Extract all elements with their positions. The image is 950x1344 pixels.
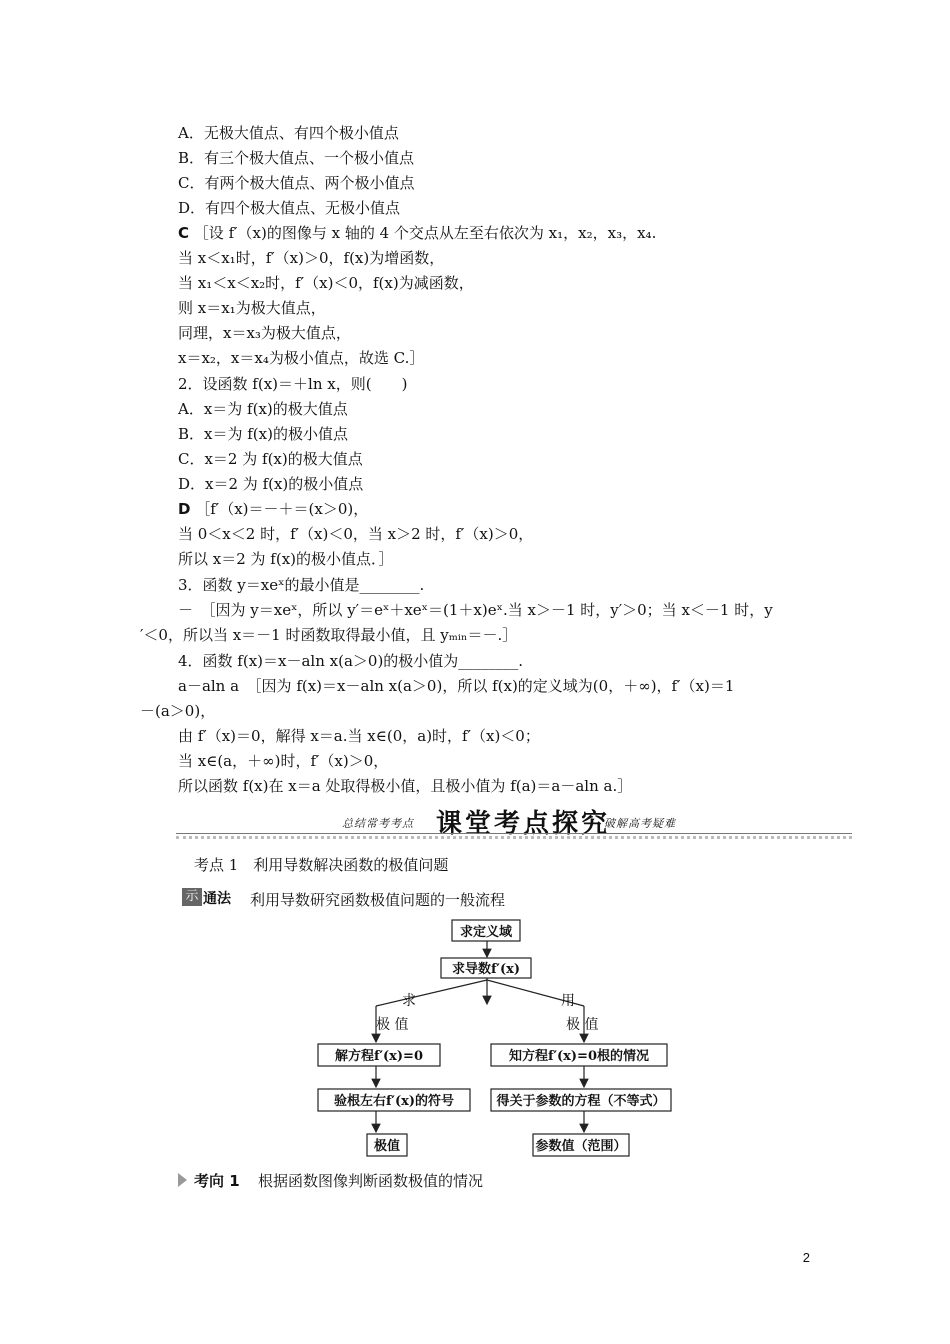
answer-line: x＝x₂，x＝x₄为极小值点，故选 C.］ xyxy=(178,349,425,367)
option-a: A．无极大值点、有四个极小值点 xyxy=(178,124,399,142)
answer-line: 由 f′（x)＝0，解得 x＝a.当 x∈(0，a)时，f′（x)＜0； xyxy=(178,727,540,745)
flow-label: 极值 xyxy=(373,1139,401,1154)
option-b: B．x＝为 f(x)的极小值点 xyxy=(178,425,348,443)
option-b: B．有三个极大值点、一个极小值点 xyxy=(178,149,415,167)
option-d: D．有四个极大值点、无极小值点 xyxy=(178,199,401,217)
answer-line: － ［因为 y＝xeˣ，所以 y′＝eˣ＋xeˣ＝(1＋x)eˣ.当 x＞－1 时，y′＞0；当 x＜－1 时，y xyxy=(178,601,773,619)
answer-line: 当 x＜x₁时，f′（x)＞0，f(x)为增函数， xyxy=(178,249,445,267)
branch-label: 极 值 xyxy=(566,1017,599,1033)
flow-label: 参数值（范围） xyxy=(535,1139,627,1154)
banner-left-text: 总结常考考点 xyxy=(342,817,414,830)
answer-line: 当 0＜x＜2 时，f′（x)＜0，当 x＞2 时，f′（x)＞0， xyxy=(178,525,534,543)
option-c: C．x＝2 为 f(x)的极大值点 xyxy=(178,450,363,468)
answer-line: ′＜0，所以当 x＝－1 时函数取得最小值，且 yₘᵢₙ＝－.］ xyxy=(140,626,518,644)
answer-text: ［f′（x)＝－＋＝(x＞0)， xyxy=(195,500,369,518)
flow-label: 解方程f′(x)=0 xyxy=(334,1049,424,1064)
answer-letter: D xyxy=(178,500,191,518)
connector xyxy=(376,980,487,1006)
question-3-stem: 3．函数 y＝xeˣ的最小值是________. xyxy=(178,576,425,594)
option-d: D．x＝2 为 f(x)的极小值点 xyxy=(178,475,364,493)
answer-line: a－aln a ［因为 f(x)＝x－aln x(a＞0)，所以 f(x)的定义域为(0，＋∞)，f′（x)＝1 xyxy=(178,677,735,695)
question-2-stem: 2．设函数 f(x)＝＋ln x，则( ) xyxy=(178,375,408,393)
flow-label: 求导数f′(x) xyxy=(451,962,521,977)
banner-title: 课堂考点探究 xyxy=(436,809,611,839)
option-a: A．x＝为 f(x)的极大值点 xyxy=(178,400,348,418)
answer-line: 当 x∈(a，＋∞)时，f′（x)＞0， xyxy=(178,752,389,770)
flow-label: 求定义域 xyxy=(459,925,513,940)
flow-label: 知方程f′(x)=0根的情况 xyxy=(508,1049,650,1064)
branch-label: 求 xyxy=(402,993,416,1009)
flow-label: 得关于参数的方程（不等式） xyxy=(496,1094,666,1109)
banner-right-text: 破解高考疑难 xyxy=(604,817,676,830)
answer-line: －(a＞0)， xyxy=(140,702,216,720)
answer-line: 同理，x＝x₃为极大值点， xyxy=(178,324,351,342)
page-number: 2 xyxy=(802,1250,810,1265)
question-4-stem: 4．函数 f(x)＝x－aln x(a＞0)的极小值为________. xyxy=(178,652,524,670)
branch-label: 用 xyxy=(561,993,575,1009)
answer-line: 当 x₁＜x＜x₂时，f′（x)＜0，f(x)为减函数， xyxy=(178,274,474,292)
answer-text: ［设 f′（x)的图像与 x 轴的 4 个交点从左至右依次为 x₁，x₂，x₃，x₄. xyxy=(193,224,657,242)
triangle-right-icon xyxy=(178,1173,187,1187)
tag-icon: 示 xyxy=(182,888,202,906)
answer-line: 所以 x＝2 为 f(x)的极小值点．］ xyxy=(178,550,394,568)
answer-letter: C xyxy=(178,224,190,242)
kaoxiang-label: 考向 1 xyxy=(194,1172,240,1190)
kaoxiang-text: 根据函数图像判断函数极值的情况 xyxy=(258,1172,484,1190)
answer-line: 则 x＝x₁为极大值点， xyxy=(178,299,326,317)
tag-label: 通法 xyxy=(203,891,231,907)
section-heading: 考点 1 利用导数解决函数的极值问题 xyxy=(194,856,449,874)
branch-label: 极 值 xyxy=(376,1017,409,1033)
answer-line: 所以函数 f(x)在 x＝a 处取得极小值，且极小值为 f(a)＝a－aln a.］ xyxy=(178,777,633,795)
tongfa-title: 利用导数研究函数极值问题的一般流程 xyxy=(250,891,506,909)
option-c: C．有两个极大值点、两个极小值点 xyxy=(178,174,415,192)
flow-label: 验根左右f′(x)的符号 xyxy=(333,1094,455,1109)
